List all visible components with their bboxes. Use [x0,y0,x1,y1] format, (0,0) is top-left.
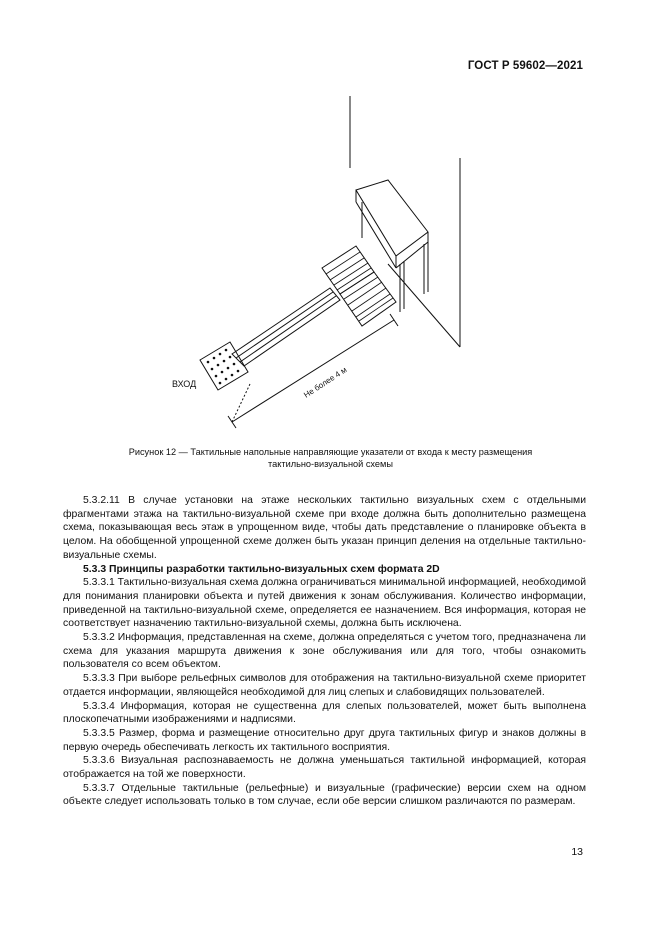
paragraph-5-3-2-11: 5.3.2.11 В случае установки на этаже нескольких тактильно визуальных схем с отдельными фрагментами этажа на тактильно-визуальной схеме при входе должна быть дополнительно размещена схема, показывающая весь этаж в упрощенном виде, чтобы дать представление о планировке объекта в целом. На обобщенной упрощенной схеме должен быть указан принцип деления на отдельные тактильно-визуальные схемы. [63,495,586,561]
paragraph-5-3-3-7: 5.3.3.7 Отдельные тактильные (рельефные) и визуальные (графические) версии схем на одном объекте следует использовать только в том случае, если обе версии слишком различаются по размерам. [63,782,586,808]
distance-label: Не более 4 м [302,365,349,400]
paragraph-5-3-3-4: 5.3.3.4 Информация, которая не существенна для слепых пользователей, может быть выполнена плоскопечатными изображениями и надписями. [63,700,586,726]
paragraph-5-3-3-6: 5.3.3.6 Визуальная распознаваемость не должна уменьшаться тактильной информацией, которая отображается на той же поверхности. [63,755,586,781]
paragraph-5-3-3-1: 5.3.3.1 Тактильно-визуальная схема должна ограничиваться минимальной информацией, необходимой для понимания планировки объекта и путей движения к зонам обслуживания. Количество информации, приведенной на тактильно-визуальной схеме, определяется ее назначением. Вся информация, которая не соответствует назначению тактильно-визуальной схемы, должна быть исключена. [63,577,586,630]
guiding-strip [232,288,340,366]
dimension-line [232,320,394,422]
warning-panel-lower [340,272,396,326]
section-heading-5-3-3: 5.3.3 Принципы разработки тактильно-визуальных схем формата 2D [83,563,440,575]
tactile-path-illustration [160,92,500,432]
paragraph-5-3-3-2: 5.3.3.2 Информация, представленная на схеме, должна определяться с учетом того, предназначена ли схема для указания маршрута движения к зоне обслуживания или для того, чтобы ознакомить пользователя со всем объектом. [63,632,586,671]
page-number: 13 [571,846,583,858]
document-code: ГОСТ Р 59602—2021 [467,60,583,72]
stand-top [356,180,428,256]
main-text [63,494,586,809]
caption-line: Рисунок 12 — Тактильные напольные направляющие указатели от входа к месту размещения [128,447,533,457]
figure-tactile-path [160,92,500,432]
entrance-tile [200,342,248,390]
warning-panel-upper [322,246,374,294]
paragraph-5-3-3-3: 5.3.3.3 При выборе рельефных символов для отображения на тактильно-визуальной схеме приоритет отдается информации, являющейся необходимой для лиц слепых и слабовидящих пользователей. [63,673,586,698]
entrance-label: ВХОД [172,379,197,389]
figure-caption [60,446,601,470]
caption-line: тактильно-визуальной схемы [268,459,393,469]
paragraph-5-3-3-5: 5.3.3.5 Размер, форма и размещение относительно друг друга тактильных фигур и знаков должны в первую очередь обеспечивать легкость их тактильного восприятия. [63,727,586,753]
